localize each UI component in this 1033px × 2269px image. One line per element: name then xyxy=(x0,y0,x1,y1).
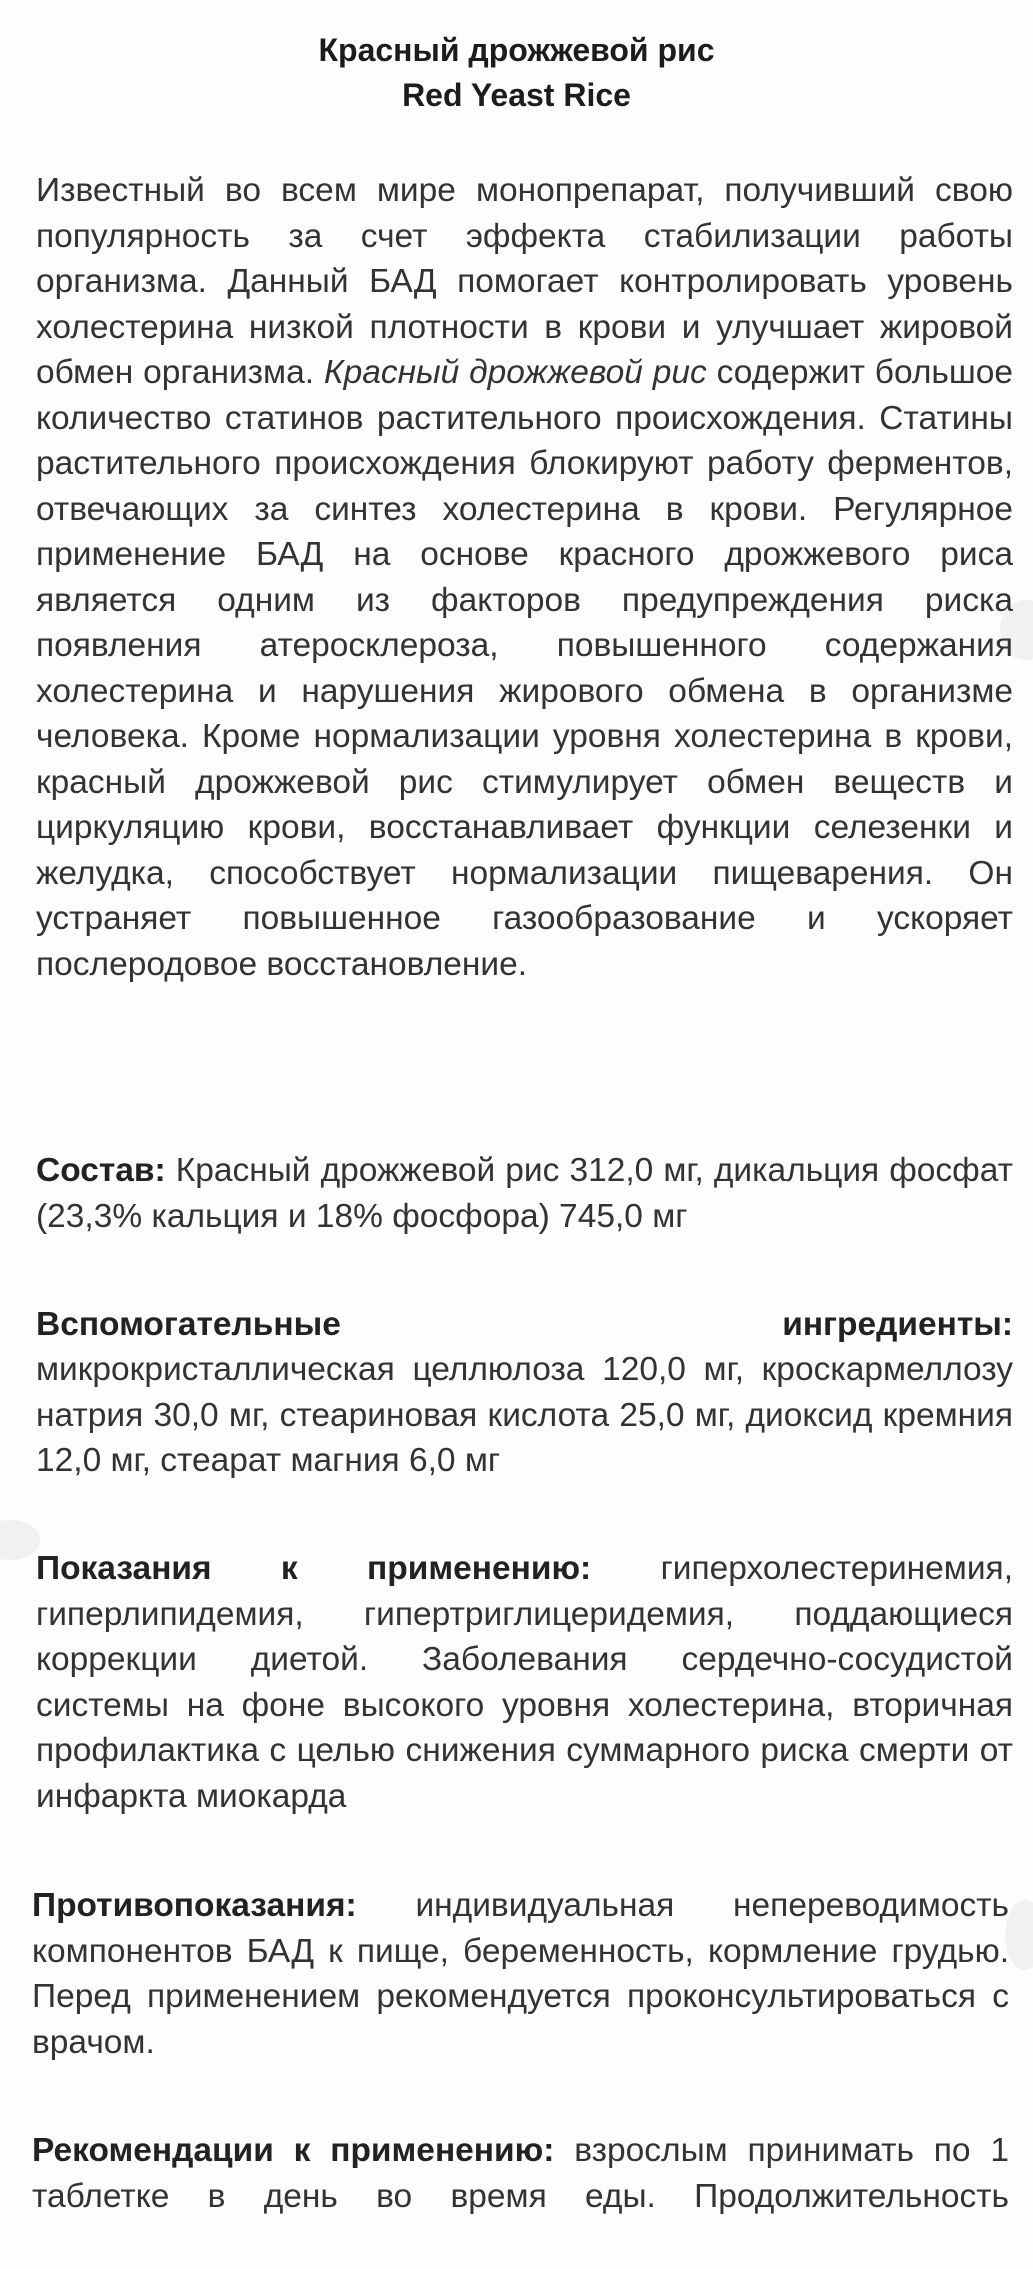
indications-section xyxy=(36,1546,1013,1819)
composition-section xyxy=(36,1148,1013,1239)
indications-text: гиперхолестеринемия, гиперлипидемия, гипертриглицеридемия, поддающиеся коррекции диетой. Заболевания сердечно-сосудистой системы на фоне высокого уровня холестерина, вторичная профилактика с целью снижения суммарного риска смерти от инфаркта миокарда xyxy=(36,1550,1013,1815)
document-title xyxy=(0,28,1033,118)
contraindications-section xyxy=(32,1883,1009,2065)
title-russian: Красный дрожжевой рис xyxy=(318,32,715,68)
scan-smudge xyxy=(0,1520,40,1560)
indications-label: Показания к применению: xyxy=(36,1550,592,1587)
excipients-label: Вспомогательные ингредиенты: xyxy=(36,1306,1013,1343)
recommendations-text: взрослым принимать по 1 таблетке в день во время еды. Продолжительность xyxy=(32,2132,1009,2215)
recommendations-label: Рекомендации к применению: xyxy=(32,2132,555,2169)
composition-text: Красный дрожжевой рис 312,0 мг, дикальция фосфат (23,3% кальция и 18% фосфора) 745,0 мг xyxy=(36,1152,1013,1235)
contraindications-text: индивидуальная непереводимость компонентов БАД к пище, беременность, кормление грудью. Перед применением рекомендуется проконсультироваться с врачом. xyxy=(32,1887,1009,2061)
recommendations-section xyxy=(32,2128,1009,2219)
contraindications-label: Противопоказания: xyxy=(32,1887,357,1924)
title-english: Red Yeast Rice xyxy=(402,77,631,113)
composition-label: Состав: xyxy=(36,1152,166,1189)
excipients-text: микрокристаллическая целлюлоза 120,0 мг, кроскармеллозу натрия 30,0 мг, стеариновая кислота 25,0 мг, диоксид кремния 12,0 мг, стеарат магния 6,0 мг xyxy=(36,1351,1013,1479)
scan-smudge xyxy=(1005,1900,1033,1970)
intro-paragraph xyxy=(36,168,1013,987)
intro-text-2: содержит большое количество статинов растительного происхождения. Статины растительного происхождения блокируют работу ферментов, отвечающих за синтез холестерина в крови. Регулярное применение БАД на основе красного дрожжевого риса является одним из факторов предупреждения риска появления атеросклероза, повышенного содержания холестерина и нарушения жирового обмена в организме человека. Кроме нормализации уровня холестерина в крови, красный дрожжевой рис стимулирует обмен веществ и циркуляцию крови, восстанавливает функции селезенки и желудка, способствует нормализации пищеварения. Он устраняет повышенное газообразование и ускоряет послеродовое восстановление. xyxy=(36,354,1013,983)
intro-text-1: Известный во всем мире монопрепарат, получивший свою популярность за счет эффекта стабилизации работы организма. Данный БАД помогает контролировать уровень холестерина низкой плотности в крови и улучшает жировой обмен организма. xyxy=(36,172,1013,391)
intro-italic-product: Красный дрожжевой рис xyxy=(323,354,707,391)
